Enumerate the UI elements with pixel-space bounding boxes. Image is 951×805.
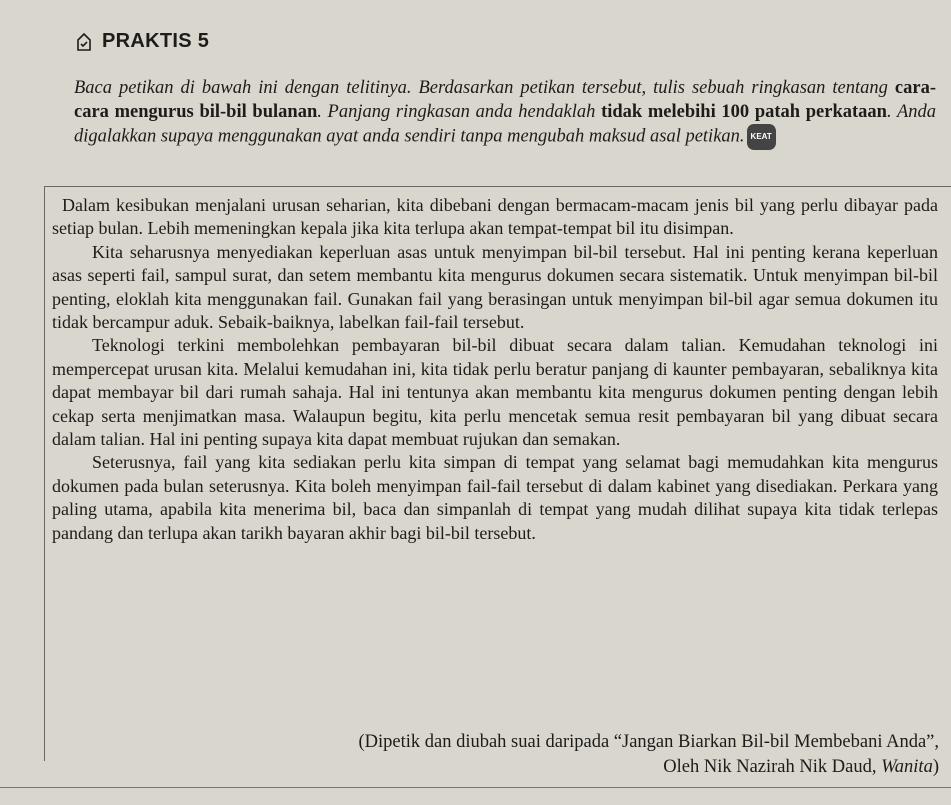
source-closing: )	[932, 757, 939, 777]
passage-paragraph-1: Dalam kesibukan menjalani urusan seharian, kita dibebani dengan bermacam-macam jenis bil yang perlu dibayar pada setiap bulan. Lebih memeningkan kepala jika kita terlupa akan tempat-tempat bil itu disimpan.	[52, 195, 938, 239]
instruction-text	[74, 76, 936, 150]
source-citation	[39, 730, 939, 780]
source-line-1: (Dipetik dan diubah suai daripada “Jangan Biarkan Bil-bil Membebani Anda”,	[358, 732, 939, 752]
instruction-word-limit: tidak melebihi 100 patah perkataan	[601, 102, 887, 122]
source-line-2	[39, 755, 939, 780]
passage-paragraph-2: Kita seharusnya menyediakan keperluan asas untuk menyimpan bil-bil tersebut. Hal ini penting kerana keperluan asas seperti fail, sampul surat, dan setem membantu kita mengurus dokumen secara sistematik. Untuk menyimpan bil-bil penting, eloklah kita menggunakan fail. Gunakan fail yang berasingan untuk menyimpan bil-bil agar semua dokumen itu tidak bercampur aduk. Sebaik-baiknya, labelkan fail-fail tersebut.	[52, 241, 938, 333]
bottom-divider	[0, 787, 951, 788]
source-author: Oleh Nik Nazirah Nik Daud,	[663, 757, 882, 777]
keat-badge: KEAT	[747, 124, 776, 150]
passage	[52, 194, 938, 545]
section-header	[74, 30, 209, 53]
source-publication: Wanita	[881, 757, 933, 777]
instruction-part-2: . Panjang ringkasan anda hendaklah	[317, 102, 602, 122]
section-title: PRAKTIS 5	[102, 30, 210, 52]
passage-paragraph-3: Teknologi terkini membolehkan pembayaran bil-bil dibuat secara dalam talian. Kemudahan teknologi ini mempercepat urusan kita. Melalui kemudahan ini, kita tidak perlu beratur panjang di kaunter pembayaran, sebaliknya kita dapat membayar bil dari rumah sahaja. Hal ini tentunya akan membantu kita mengurus dokumen penting dengan lebih cekap serta menjimatkan masa. Walaupun begitu, kita perlu mencetak semua resit pembayaran bil yang dibuat secara dalam talian. Hal ini penting supaya kita dapat membuat rujukan dan semakan.	[52, 335, 938, 450]
clipboard-icon	[74, 32, 94, 52]
instruction-part-3: . Anda digalakkan supaya menggunakan ayat anda sendiri tanpa mengubah maksud asal petikan.	[74, 102, 936, 147]
instruction-topic: cara-cara mengurus bil-bil bulanan	[74, 78, 936, 122]
instruction-part-1: Baca petikan di bawah ini dengan telitinya. Berdasarkan petikan tersebut, tulis sebuah ringkasan tentang	[74, 78, 895, 98]
passage-paragraph-4: Seterusnya, fail yang kita sediakan perlu kita simpan di tempat yang selamat bagi memudahkan kita mengurus dokumen pada bulan seterusnya. Kita boleh menyimpan fail-fail tersebut di dalam kabinet yang disediakan. Perkara yang paling utama, apabila kita menerima bil, baca dan simpanlah di tempat yang mudah dilihat supaya kita tidak terlepas pandang dan terlupa akan tarikh bayaran akhir bagi bil-bil tersebut.	[52, 452, 938, 543]
